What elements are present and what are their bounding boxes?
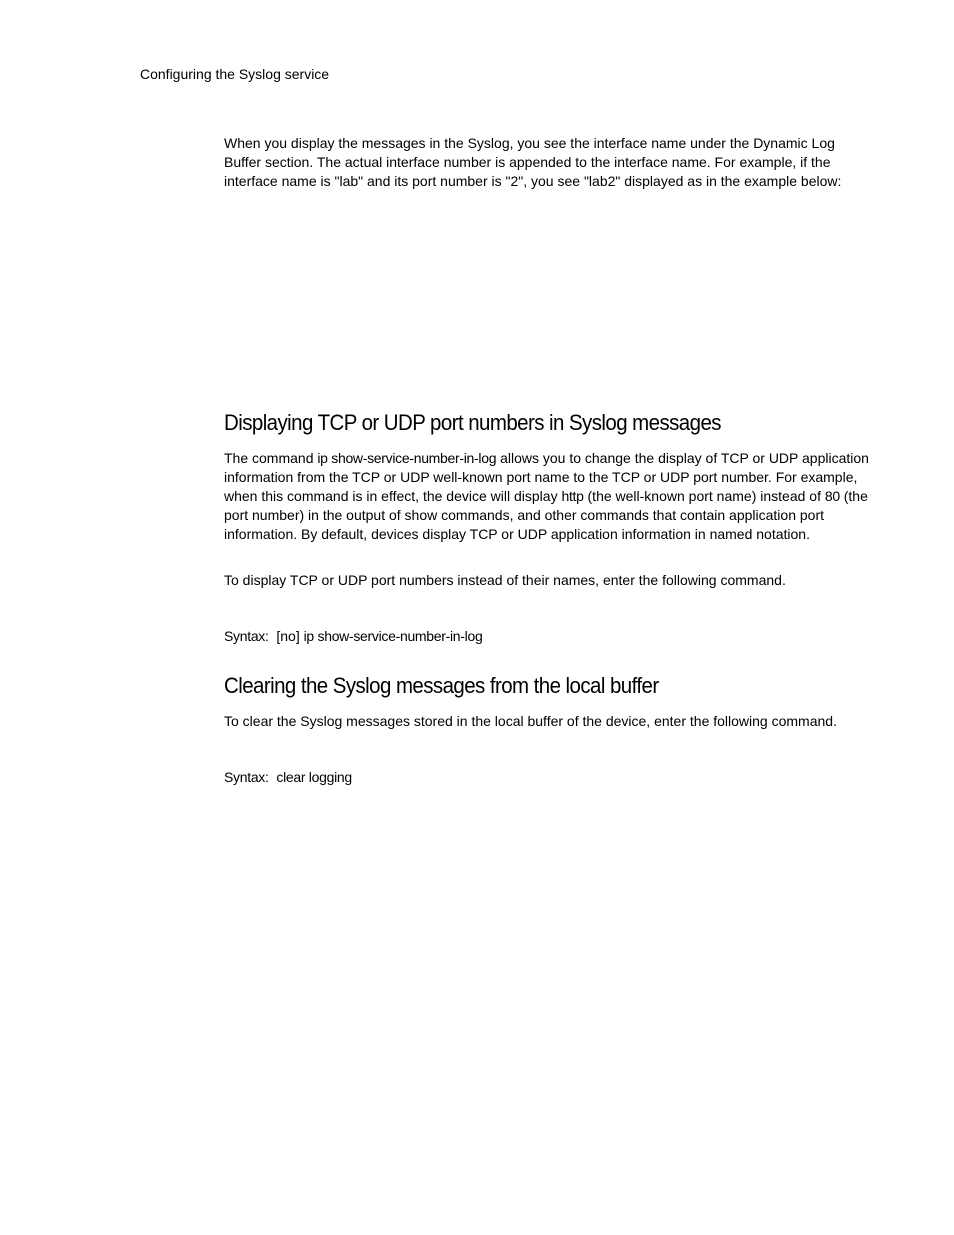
example-http: http [561,488,584,504]
syntax-line-show-service [224,627,874,646]
text-span: The command [224,450,318,466]
clear-logging-instruction-paragraph: To clear the Syslog messages stored in the local buffer of the device, enter the following command. [224,713,837,729]
text-span: (the port number) in the output of show commands, and other commands that contain application port information. By default, devices display TCP or UDP application information in named notation. [224,488,868,542]
syntax-line-clear-logging [224,768,874,787]
section-heading-clear-logging: Clearing the Syslog messages from the local buffer [224,673,659,698]
tcp-udp-instruction-paragraph: To display TCP or UDP port numbers instead of their names, enter the following command. [224,572,786,588]
intro-paragraph: When you display the messages in the Syslog, you see the interface name under the Dynamic Log Buffer section. The actual interface number is appended to the interface name. For example, if the interface name is "lab" and its port number is "2", you see "lab2" displayed as in the example below: [224,135,842,189]
tcp-udp-description-paragraph [224,449,874,544]
section-heading-tcp-udp: Displaying TCP or UDP port numbers in Syslog messages [224,410,721,435]
syntax-command: ip show-service-number-in-log [303,628,483,644]
command-ip-show-service: ip show-service-number-in-log [317,450,497,466]
running-header: Configuring the Syslog service [140,66,330,82]
syntax-label: Syntax: [224,769,269,785]
text-span: allows you to change the display of TCP or UDP application information from the TCP or UDP well-known port name to the TCP or UDP port number. For example, when this command is in effect, the device will display [224,450,869,504]
syntax-command: clear logging [276,769,352,785]
syntax-option-no: [no] [276,628,300,644]
text-span: (the well-known port name) instead of [583,488,825,504]
syntax-label: Syntax: [224,628,269,644]
example-port-80: 80 [824,488,840,504]
